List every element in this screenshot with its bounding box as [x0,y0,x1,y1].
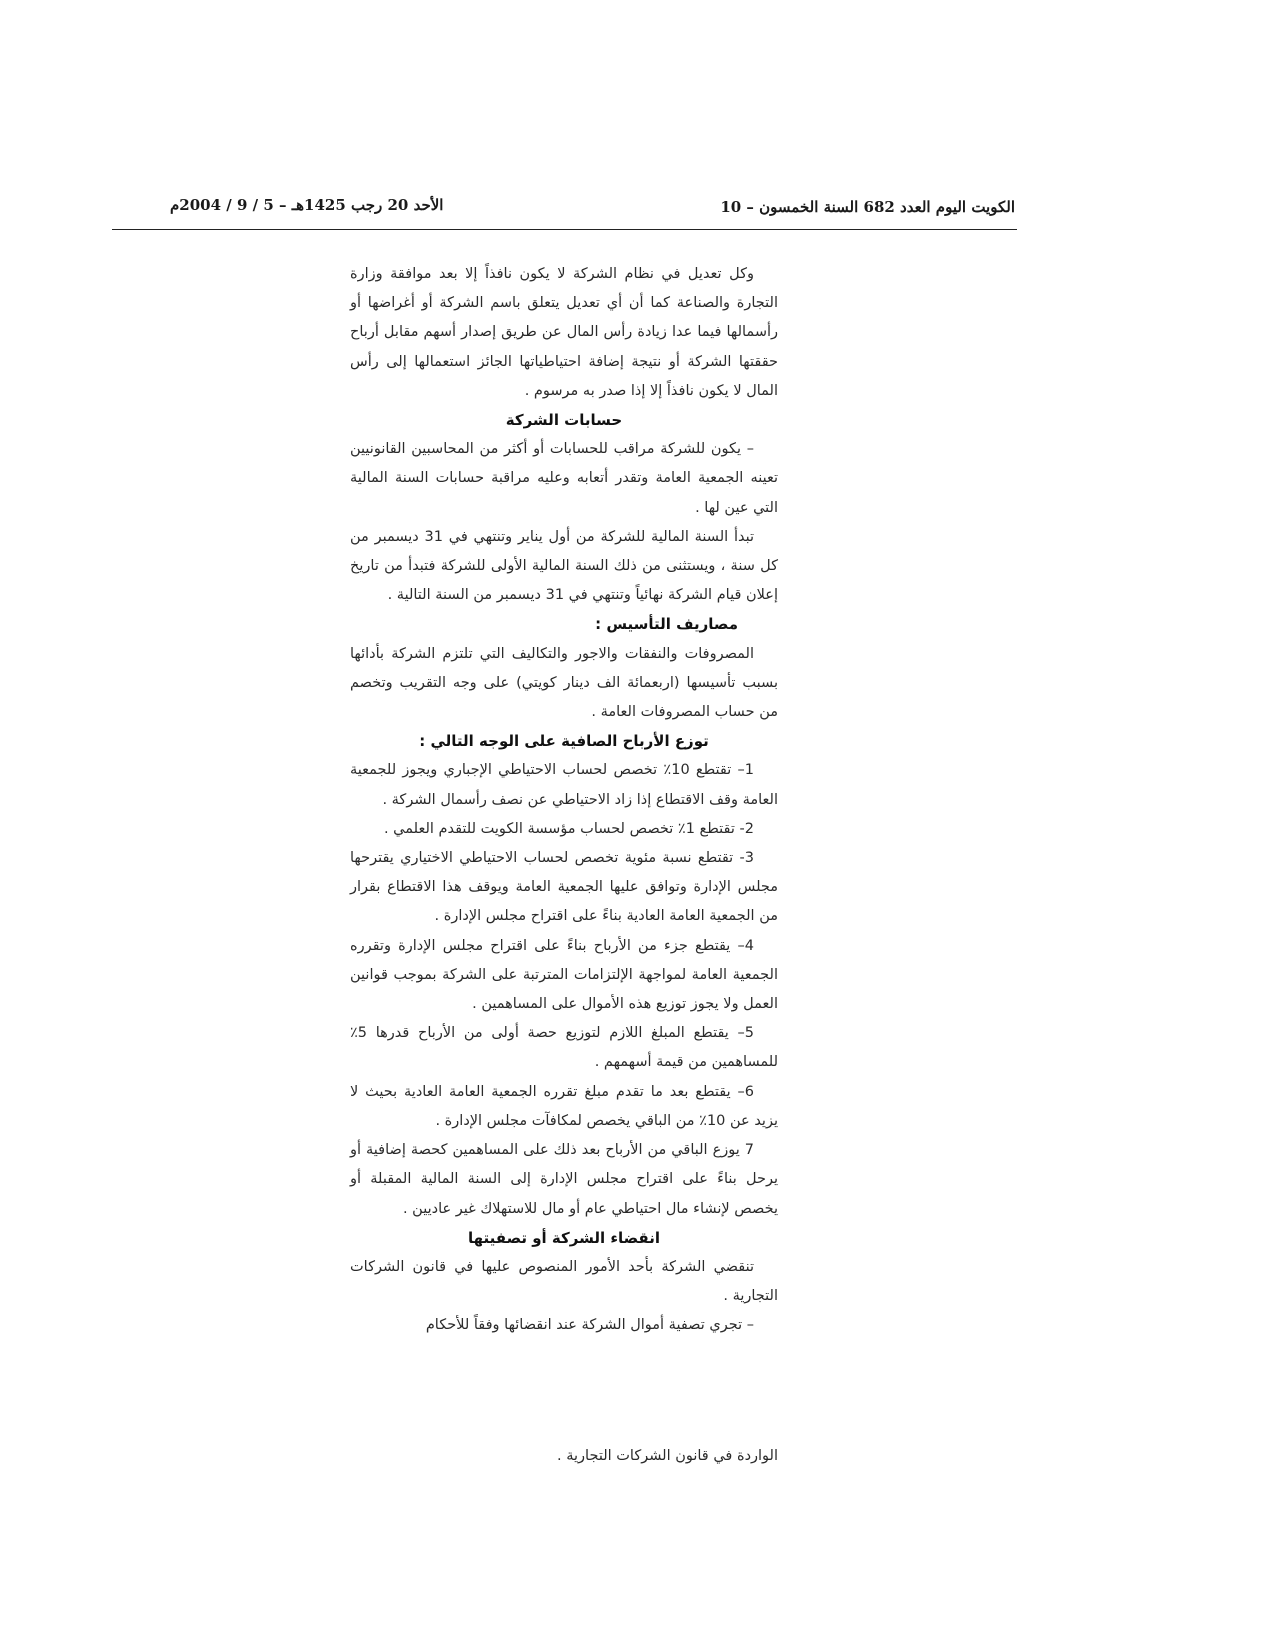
heading-dissolution: انقضاء الشركة أو تصفيتها [468,1228,660,1247]
heading-company-accounts: حسابات الشركة [505,411,623,430]
article-column [350,260,778,1341]
list-item-profit-4: 4– يقتطع جزء من الأرباح بناءً على اقتراح مجلس الإدارة وتقرره الجمعية العامة لمواجهة الإلتزامات المترتبة على الشركة بموجب قوانين العمل ولا يجوز توزيع هذه الأموال على المساهمين . [350,937,778,1013]
paragraph-auditors: – يكون للشركة مراقب للحسابات أو أكثر من المحاسبين القانونيين تعينه الجمعية العامة وتقدر أتعابه وعليه مراقبة حسابات السنة المالية التي عين لها . [350,441,778,516]
gazette-issue-info: الكويت اليوم العدد 682 السنة الخمسون – 10 [720,198,1015,216]
list-item-profit-3: 3- تقتطع نسبة مئوية تخصص لحساب الاحتياطي الاختياري يقترحها مجلس الإدارة وتوافق عليها الجمعية العامة ويوقف هذا الاقتطاع بقرار من الجمعية العامة العادية بناءً على اقتراح مجلس الإدارة . [350,850,778,925]
paragraph-fiscal-year: تبدأ السنة المالية للشركة من أول يناير وتنتهي في 31 ديسمبر من كل سنة ، ويستثنى من ذلك السنة المالية الأولى للشركة فتبدأ من تاريخ إعلان قيام الشركة نهائياً وتنتهي في 31 ديسمبر من السنة التالية . [350,528,778,604]
header-rule [112,229,1017,230]
heading-founding-expenses: مصاريف التأسيس : [595,615,738,634]
paragraph-dissolution: تنقضي الشركة بأحد الأمور المنصوص عليها في قانون الشركات التجارية . [350,1258,778,1305]
paragraph-liquidation: – تجري تصفية أموال الشركة عند انقضائها وفقاً للأحكام [425,1317,754,1334]
list-item-profit-1: 1– تقتطع 10٪ تخصص لحساب الاحتياطي الإجباري ويجوز للجمعية العامة وقف الاقتطاع إذا زاد الاحتياطي عن نصف رأسمال الشركة . [350,762,778,808]
list-item-profit-5: 5– يقتطع المبلغ اللازم لتوزيع حصة أولى من الأرباح قدرها 5٪ للمساهمين من قيمة أسهمهم . [350,1025,778,1071]
list-item-profit-7: 7 يوزع الباقي من الأرباح بعد ذلك على المساهمين كحصة إضافية أو يرحل بناءً على اقتراح مجلس الإدارة إلى السنة المالية المقبلة أو يخصص لإنشاء مال احتياطي عام أو مال للاستهلاك غير عاديين . [350,1142,778,1217]
list-item-profit-2: 2- تقتطع 1٪ تخصص لحساب مؤسسة الكويت للتقدم العلمي . [383,820,754,837]
paragraph-founding-expenses: المصروفات والنفقات والاجور والتكاليف التي تلتزم الشركة بأدائها بسبب تأسيسها (اربعمائة الف دينار كويتي) على وجه التقريب وتخصم من حساب المصروفات العامة . [350,645,778,721]
gazette-date: الأحد 20 رجب 1425هـ – 5 / 9 / 2004م [170,196,444,214]
paragraph-liquidation-continued: الواردة في قانون الشركات التجارية . [557,1448,778,1464]
paragraph-amendment: وكل تعديل في نظام الشركة لا يكون نافذاً إلا بعد موافقة وزارة التجارة والصناعة كما أن أي تعديل يتعلق باسم الشركة أو أغراضها أو رأسمالها فيما عدا زيادة رأس المال عن طريق إصدار أسهم مقابل أرباح حققتها الشركة أو نتيجة إضافة احتياطياتها الجائز استعمالها إلى رأس المال لا يكون نافذاً إلا إذا صدر به مرسوم . [350,266,778,399]
heading-profit-distribution: توزع الأرباح الصافية على الوجه التالي : [419,732,709,751]
list-item-profit-6: 6– يقتطع بعد ما تقدم مبلغ تقرره الجمعية العامة العادية بحيث لا يزيد عن 10٪ من الباقي يخصص لمكافآت مجلس الإدارة . [350,1083,778,1129]
page-header [170,196,1015,226]
